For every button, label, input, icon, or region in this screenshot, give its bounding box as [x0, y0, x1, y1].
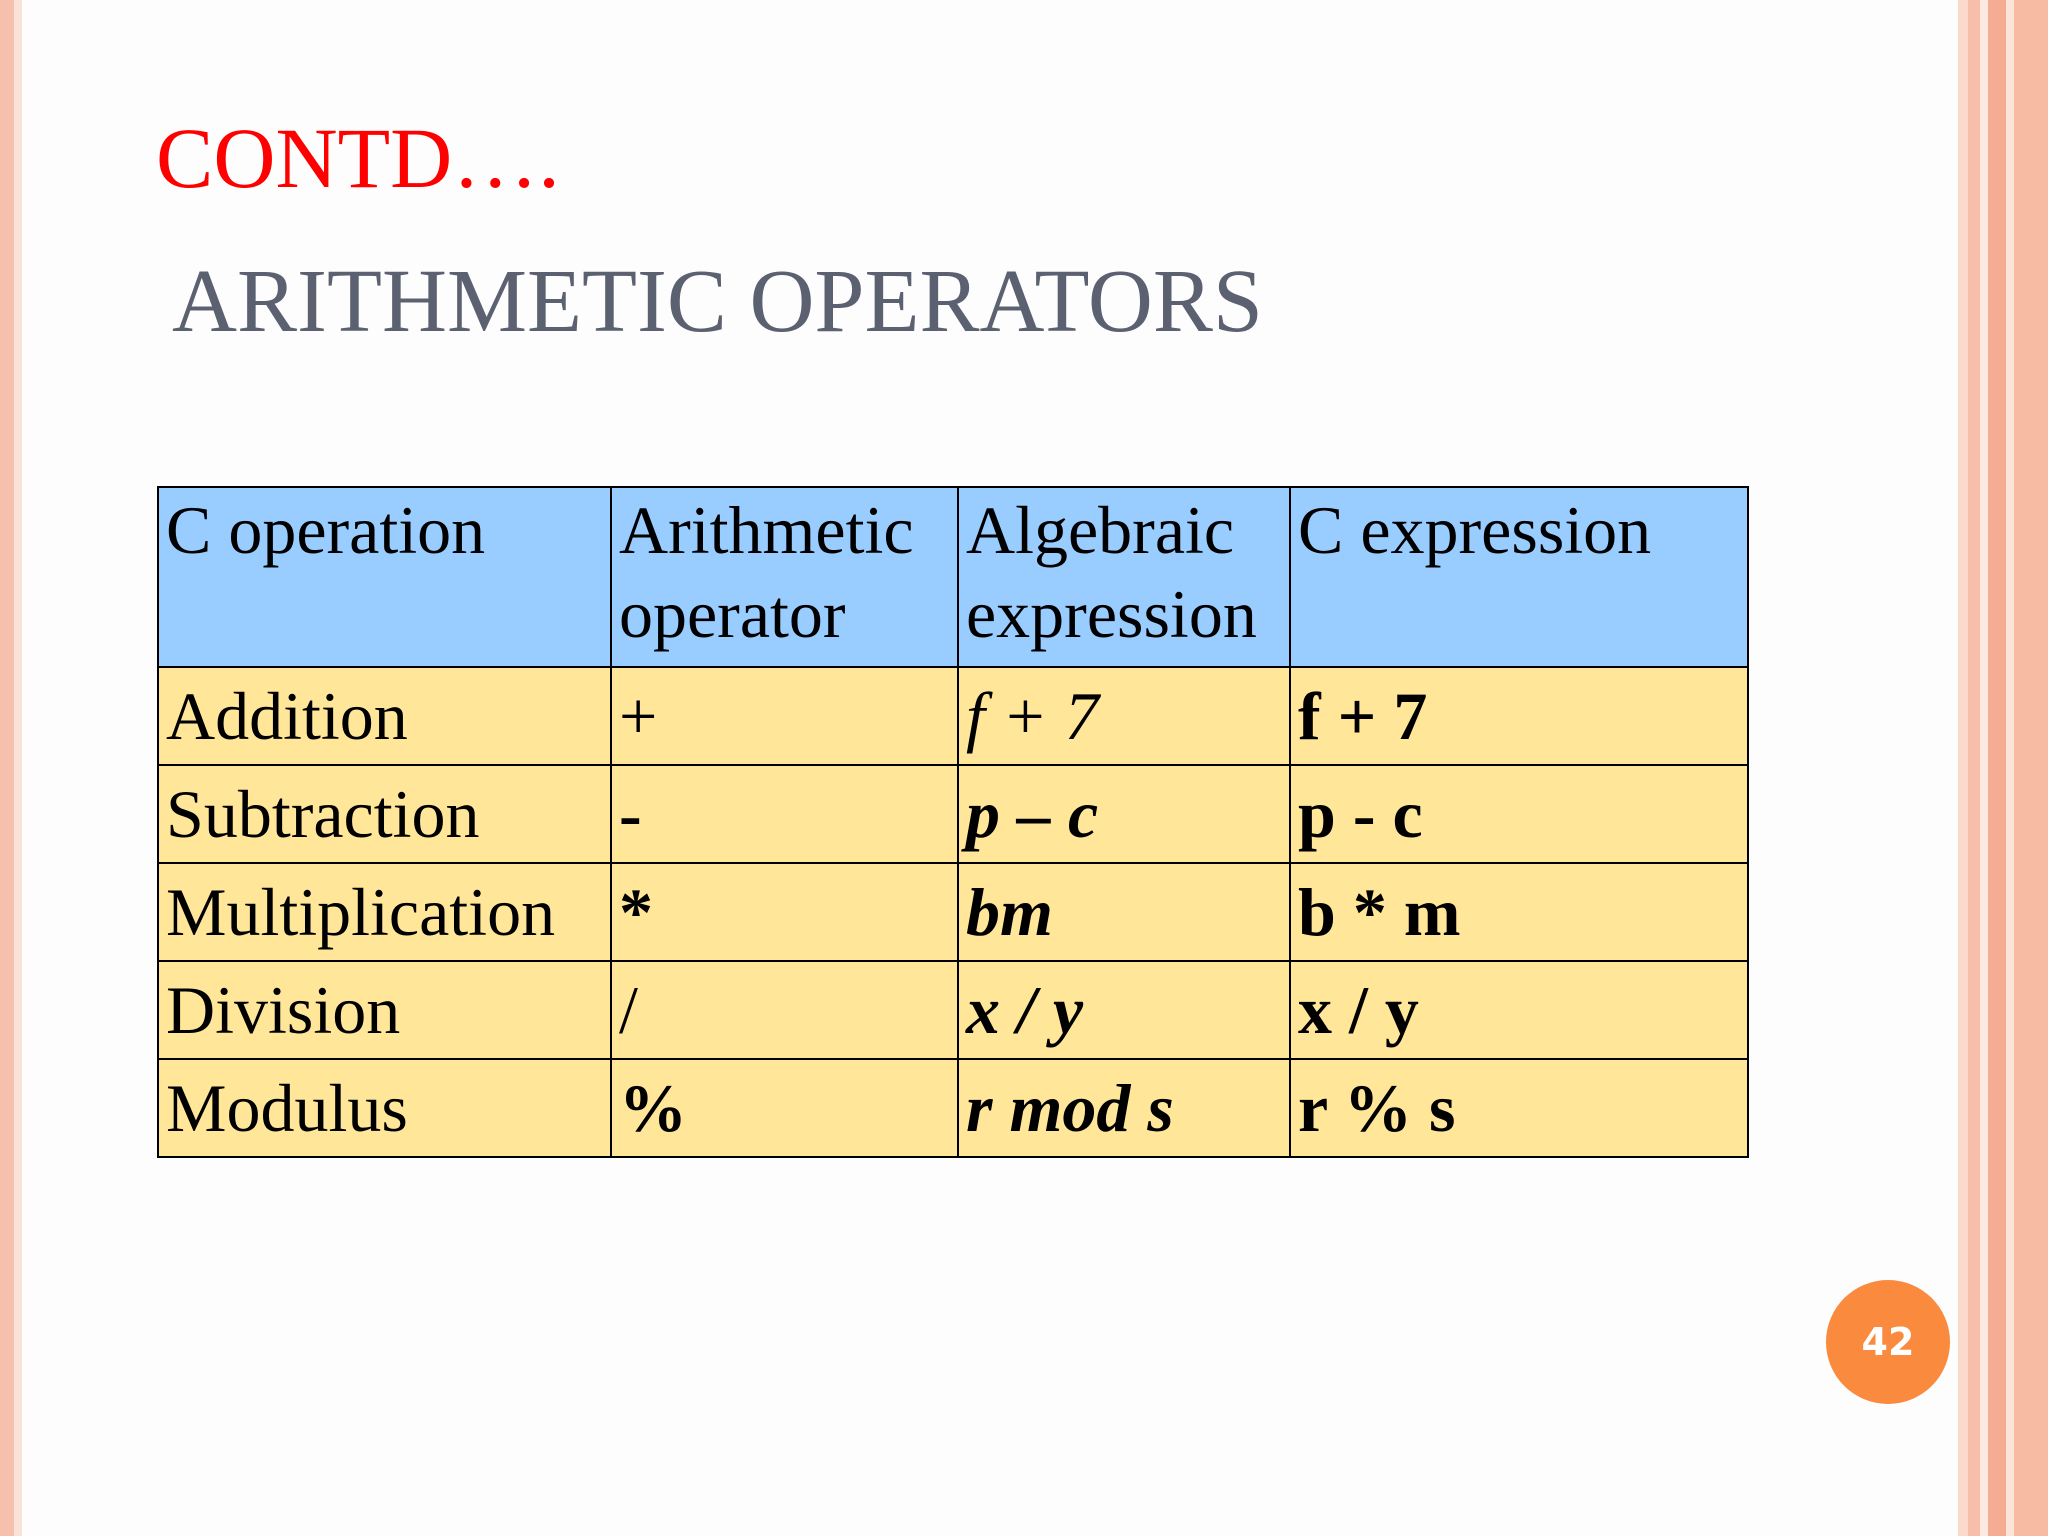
header-c-operation-line-1: C operation: [166, 492, 486, 568]
cell-operator: -: [611, 765, 958, 863]
slide-title: CONTD….: [156, 110, 560, 206]
slide-subtitle: ARITHMETIC OPERATORS: [172, 252, 1263, 351]
cell-c-expression: f + 7: [1290, 667, 1748, 765]
cell-c-expression: x / y: [1290, 961, 1748, 1059]
table-row: [158, 863, 1748, 961]
left-border-decoration: [0, 0, 22, 1536]
table-row: [158, 765, 1748, 863]
header-arithmetic-operator: [611, 487, 958, 667]
cell-operator: %: [611, 1059, 958, 1157]
cell-c-expression: b * m: [1290, 863, 1748, 961]
cell-algebraic: bm: [958, 863, 1290, 961]
header-c-expression-line-1: C expression: [1298, 492, 1652, 568]
table-row: [158, 1059, 1748, 1157]
cell-algebraic: f + 7: [958, 667, 1290, 765]
cell-operation: Modulus: [158, 1059, 611, 1157]
table-header-row: [158, 487, 1748, 667]
header-algebraic-expression-line-1: Algebraic: [966, 492, 1235, 568]
cell-algebraic: r mod s: [958, 1059, 1290, 1157]
header-arithmetic-operator-line-1: Arithmetic: [619, 492, 914, 568]
header-c-expression: [1290, 487, 1748, 667]
page-number-badge: 42: [1826, 1280, 1950, 1404]
cell-c-expression: p - c: [1290, 765, 1748, 863]
cell-operation: Subtraction: [158, 765, 611, 863]
cell-algebraic: x / y: [958, 961, 1290, 1059]
header-algebraic-expression-line-2: expression: [966, 576, 1257, 652]
operators-table: [157, 486, 1749, 1158]
header-algebraic-expression: [958, 487, 1290, 667]
cell-operator: +: [611, 667, 958, 765]
table-row: [158, 667, 1748, 765]
cell-algebraic: p – c: [958, 765, 1290, 863]
cell-operation: Addition: [158, 667, 611, 765]
cell-operator: /: [611, 961, 958, 1059]
cell-operation: Multiplication: [158, 863, 611, 961]
cell-operation: Division: [158, 961, 611, 1059]
right-border-decoration: [1958, 0, 2048, 1536]
table-row: [158, 961, 1748, 1059]
header-c-operation: [158, 487, 611, 667]
header-arithmetic-operator-line-2: operator: [619, 576, 846, 652]
cell-operator: *: [611, 863, 958, 961]
cell-c-expression: r % s: [1290, 1059, 1748, 1157]
